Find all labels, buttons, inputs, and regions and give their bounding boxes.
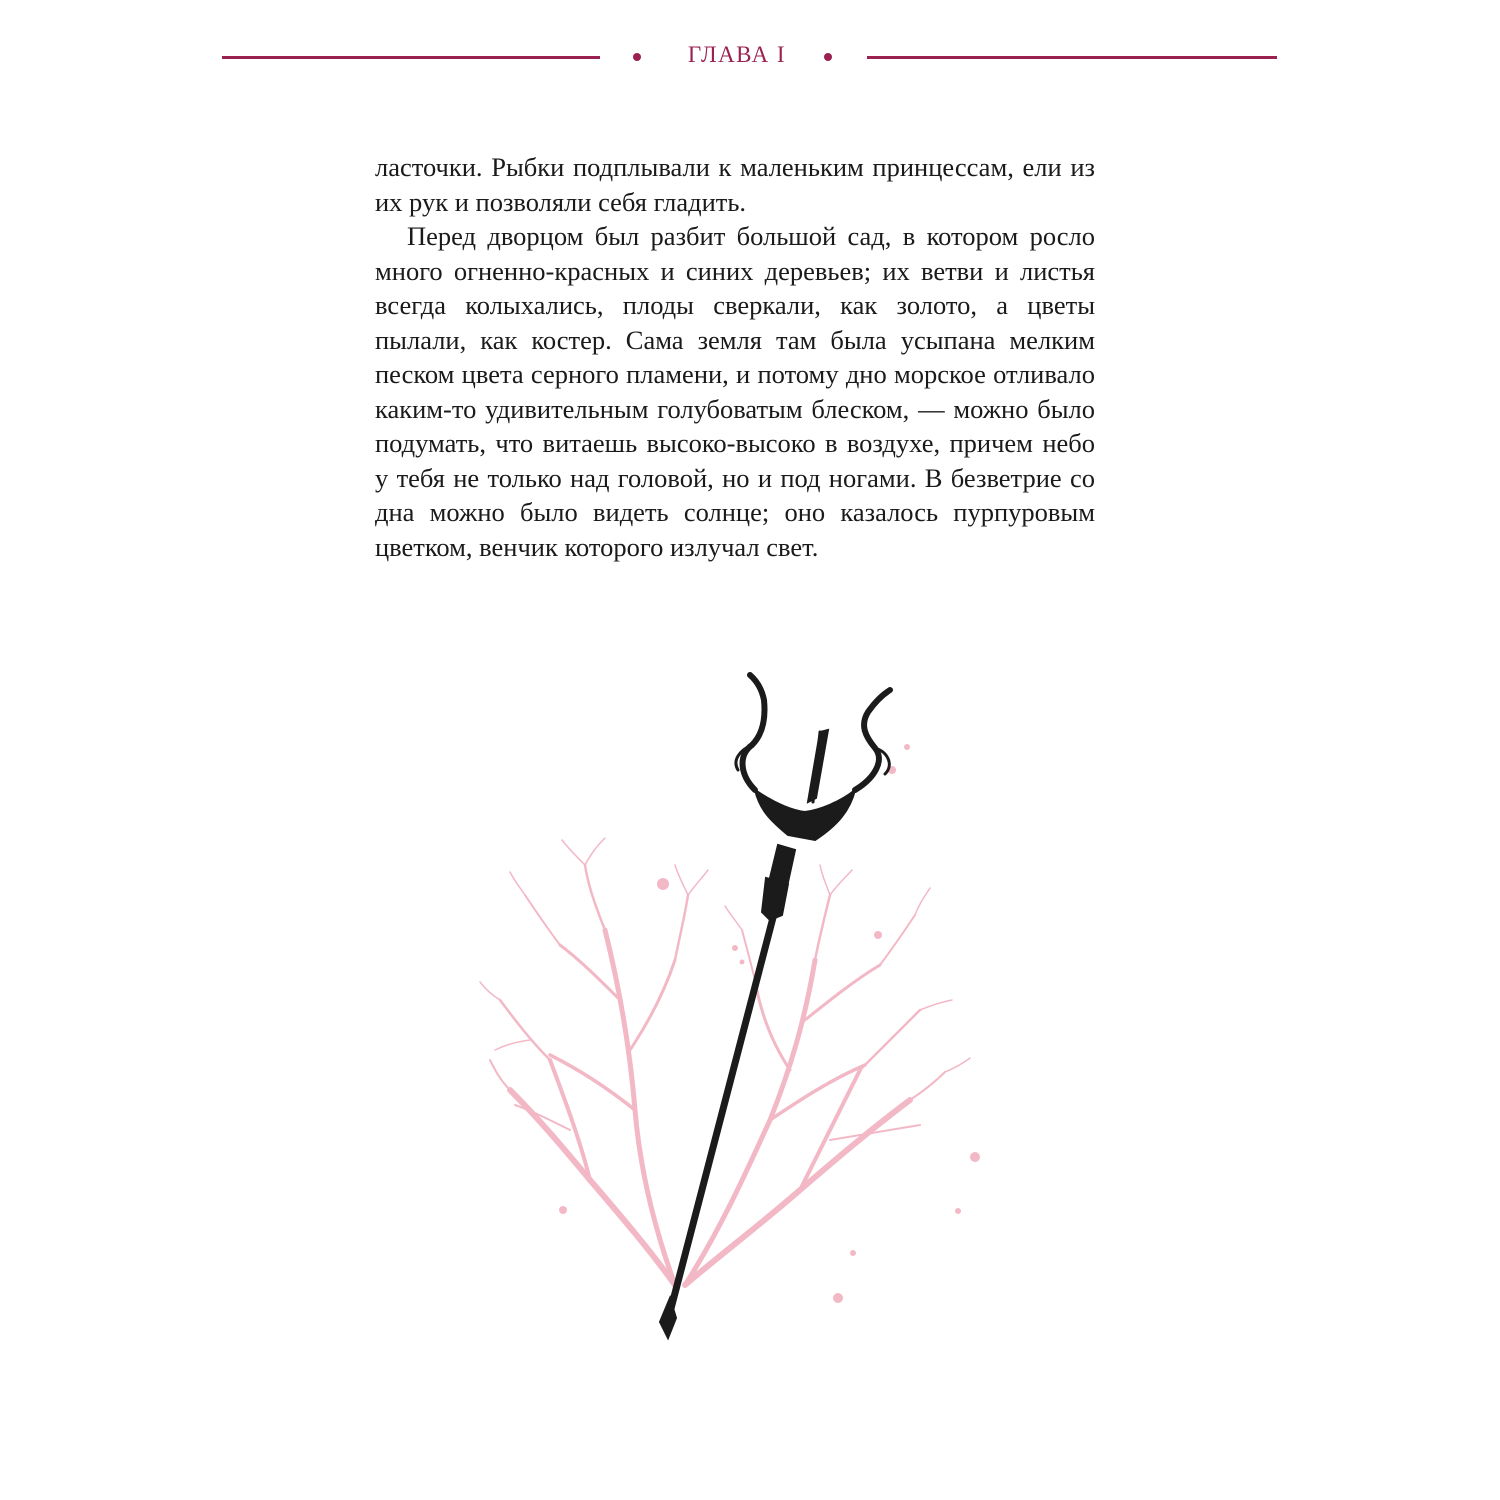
trident-icon [660, 675, 890, 1338]
coral-icon [480, 838, 970, 1285]
paragraph-1: ласточки. Рыбки подплывали к маленьким принцессам, ели из их рук и позволяли себя гладить. [375, 152, 1095, 217]
header-dot-right [824, 53, 832, 61]
chapter-title: ГЛАВА I [687, 42, 787, 67]
paragraph-2: Перед дворцом был разбит большой сад, в котором росло много огненно-красных и синих деревьев; их ветви и листья всегда колыхались, плоды сверкали, как золото, а цветы пылали, как костер. Сама земля там была усыпана мелким песком цвета серного пламени, и потому дно морское отливало каким-то удивительным голубоватым блеском, — можно было подумать, что витаешь высоко-высоко в воздухе, причем небо у тебя не только над головой, но и под ногами. В безветрие со дна можно было видеть солнце; оно казалось пурпуровым цветком, венчик которого излучал свет. [375, 221, 1095, 562]
running-header [222, 40, 1277, 76]
header-rule-right [867, 56, 1277, 59]
trident-over-coral-icon [470, 670, 1010, 1350]
header-rule-left [222, 56, 600, 59]
header-dot-left [633, 53, 641, 61]
trident-coral-illustration [470, 670, 1010, 1350]
body-text [375, 150, 1095, 564]
